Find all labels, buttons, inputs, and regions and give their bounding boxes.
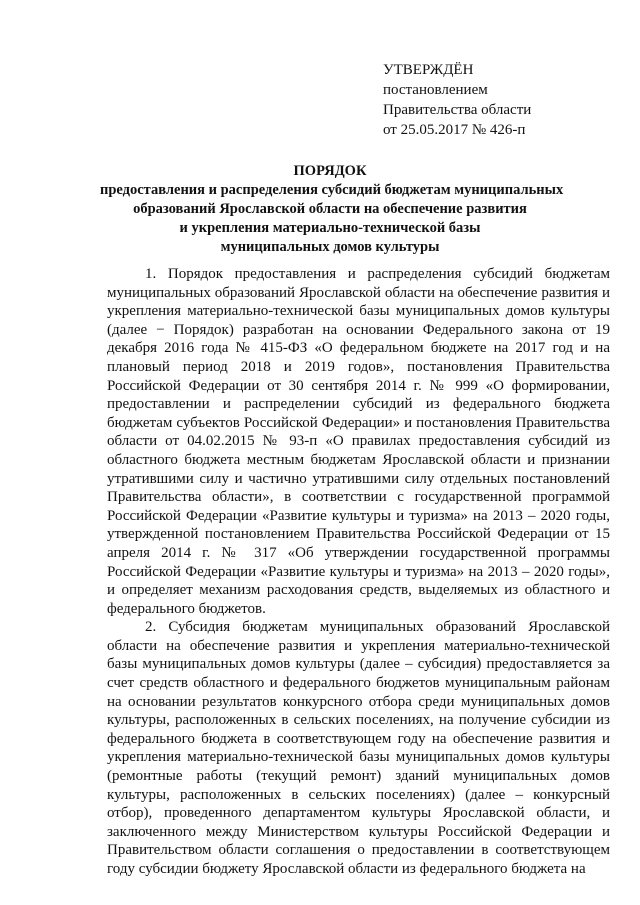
document-subtitle-line: и укрепления материально-технической базы — [179, 220, 481, 236]
paragraph-1: 1. Порядок предоставления и распределения субсидий бюджетам муниципальных образований Ярославской области на обеспечение развития и укрепления материально-технической базы муниципальных домов культуры (далее − Порядок) разработан на основании Федерального закона от 19 декабря 2016 года № 415-ФЗ «О федеральном бюджете на 2017 год и на плановый период 2018 и 2019 годов», постановления Правительства Российской Федерации от 30 сентября 2014 г. № 999 «О формировании, предоставлении и распределении субсидий из федерального бюджета бюджетам субъектов Российской Федерации» и постановления Правительства области от 04.02.2015 № 93-п «О правилах предоставления субсидий из областного бюджета местным бюджетам Ярославской области и признании утратившими силу и частично утратившими силу отдельных постановлений Правительства области», в соответствии с государственной программой Российской Федерации «Развитие культуры и туризма» на 2013 – 2020 годы, утвержденной постановлением Правительства Российской Федерации от 15 апреля 2014 г. № 317 «Об утверждении государственной программы Российской Федерации «Развитие культуры и туризма» на 2013 – 2020 годы», и определяет механизм расходования средств, выделяемых из областного и федерального бюджетов. — [107, 266, 610, 617]
approval-date-number: от 25.05.2017 № 426-п — [383, 122, 526, 138]
document-subtitle-line: муниципальных домов культуры — [220, 239, 440, 255]
document-subtitle-line: образований Ярославской области на обеспечение развития — [133, 201, 527, 217]
document-heading — [100, 162, 564, 257]
approval-authority: Правительства области — [383, 102, 532, 118]
approval-resolution-label: постановлением — [383, 82, 488, 98]
document-body — [107, 265, 610, 879]
document-title: ПОРЯДОК — [293, 163, 367, 179]
paragraph-2: 2. Субсидия бюджетам муниципальных образований Ярославской области на обеспечение развития и укрепления материально-технической базы муниципальных домов культуры (далее – субсидия) предоставляется за счет средств областного и федерального бюджетов муниципальным районам на основании результатов конкурсного отбора среди муниципальных домов культуры, расположенных в сельских поселениях, на получение субсидии из федерального бюджета в соответствующем году на обеспечение развития и укрепления материально-технической базы муниципальных домов культуры (ремонтные работы (текущий ремонт) зданий муниципальных домов культуры, расположенных в сельских поселениях) (далее – конкурсный отбор), проведенного департаментом культуры Ярославской области, и заключенного между Министерством культуры Российской Федерации и Правительством области соглашения о предоставлении в соответствующем году субсидии бюджету Ярославской области из федерального бюджета на — [107, 619, 610, 877]
approval-status: УТВЕРЖДЁН — [383, 62, 474, 78]
approval-stamp — [383, 60, 531, 140]
document-subtitle-line: предоставления и распределения субсидий бюджетам муниципальных — [100, 182, 564, 198]
